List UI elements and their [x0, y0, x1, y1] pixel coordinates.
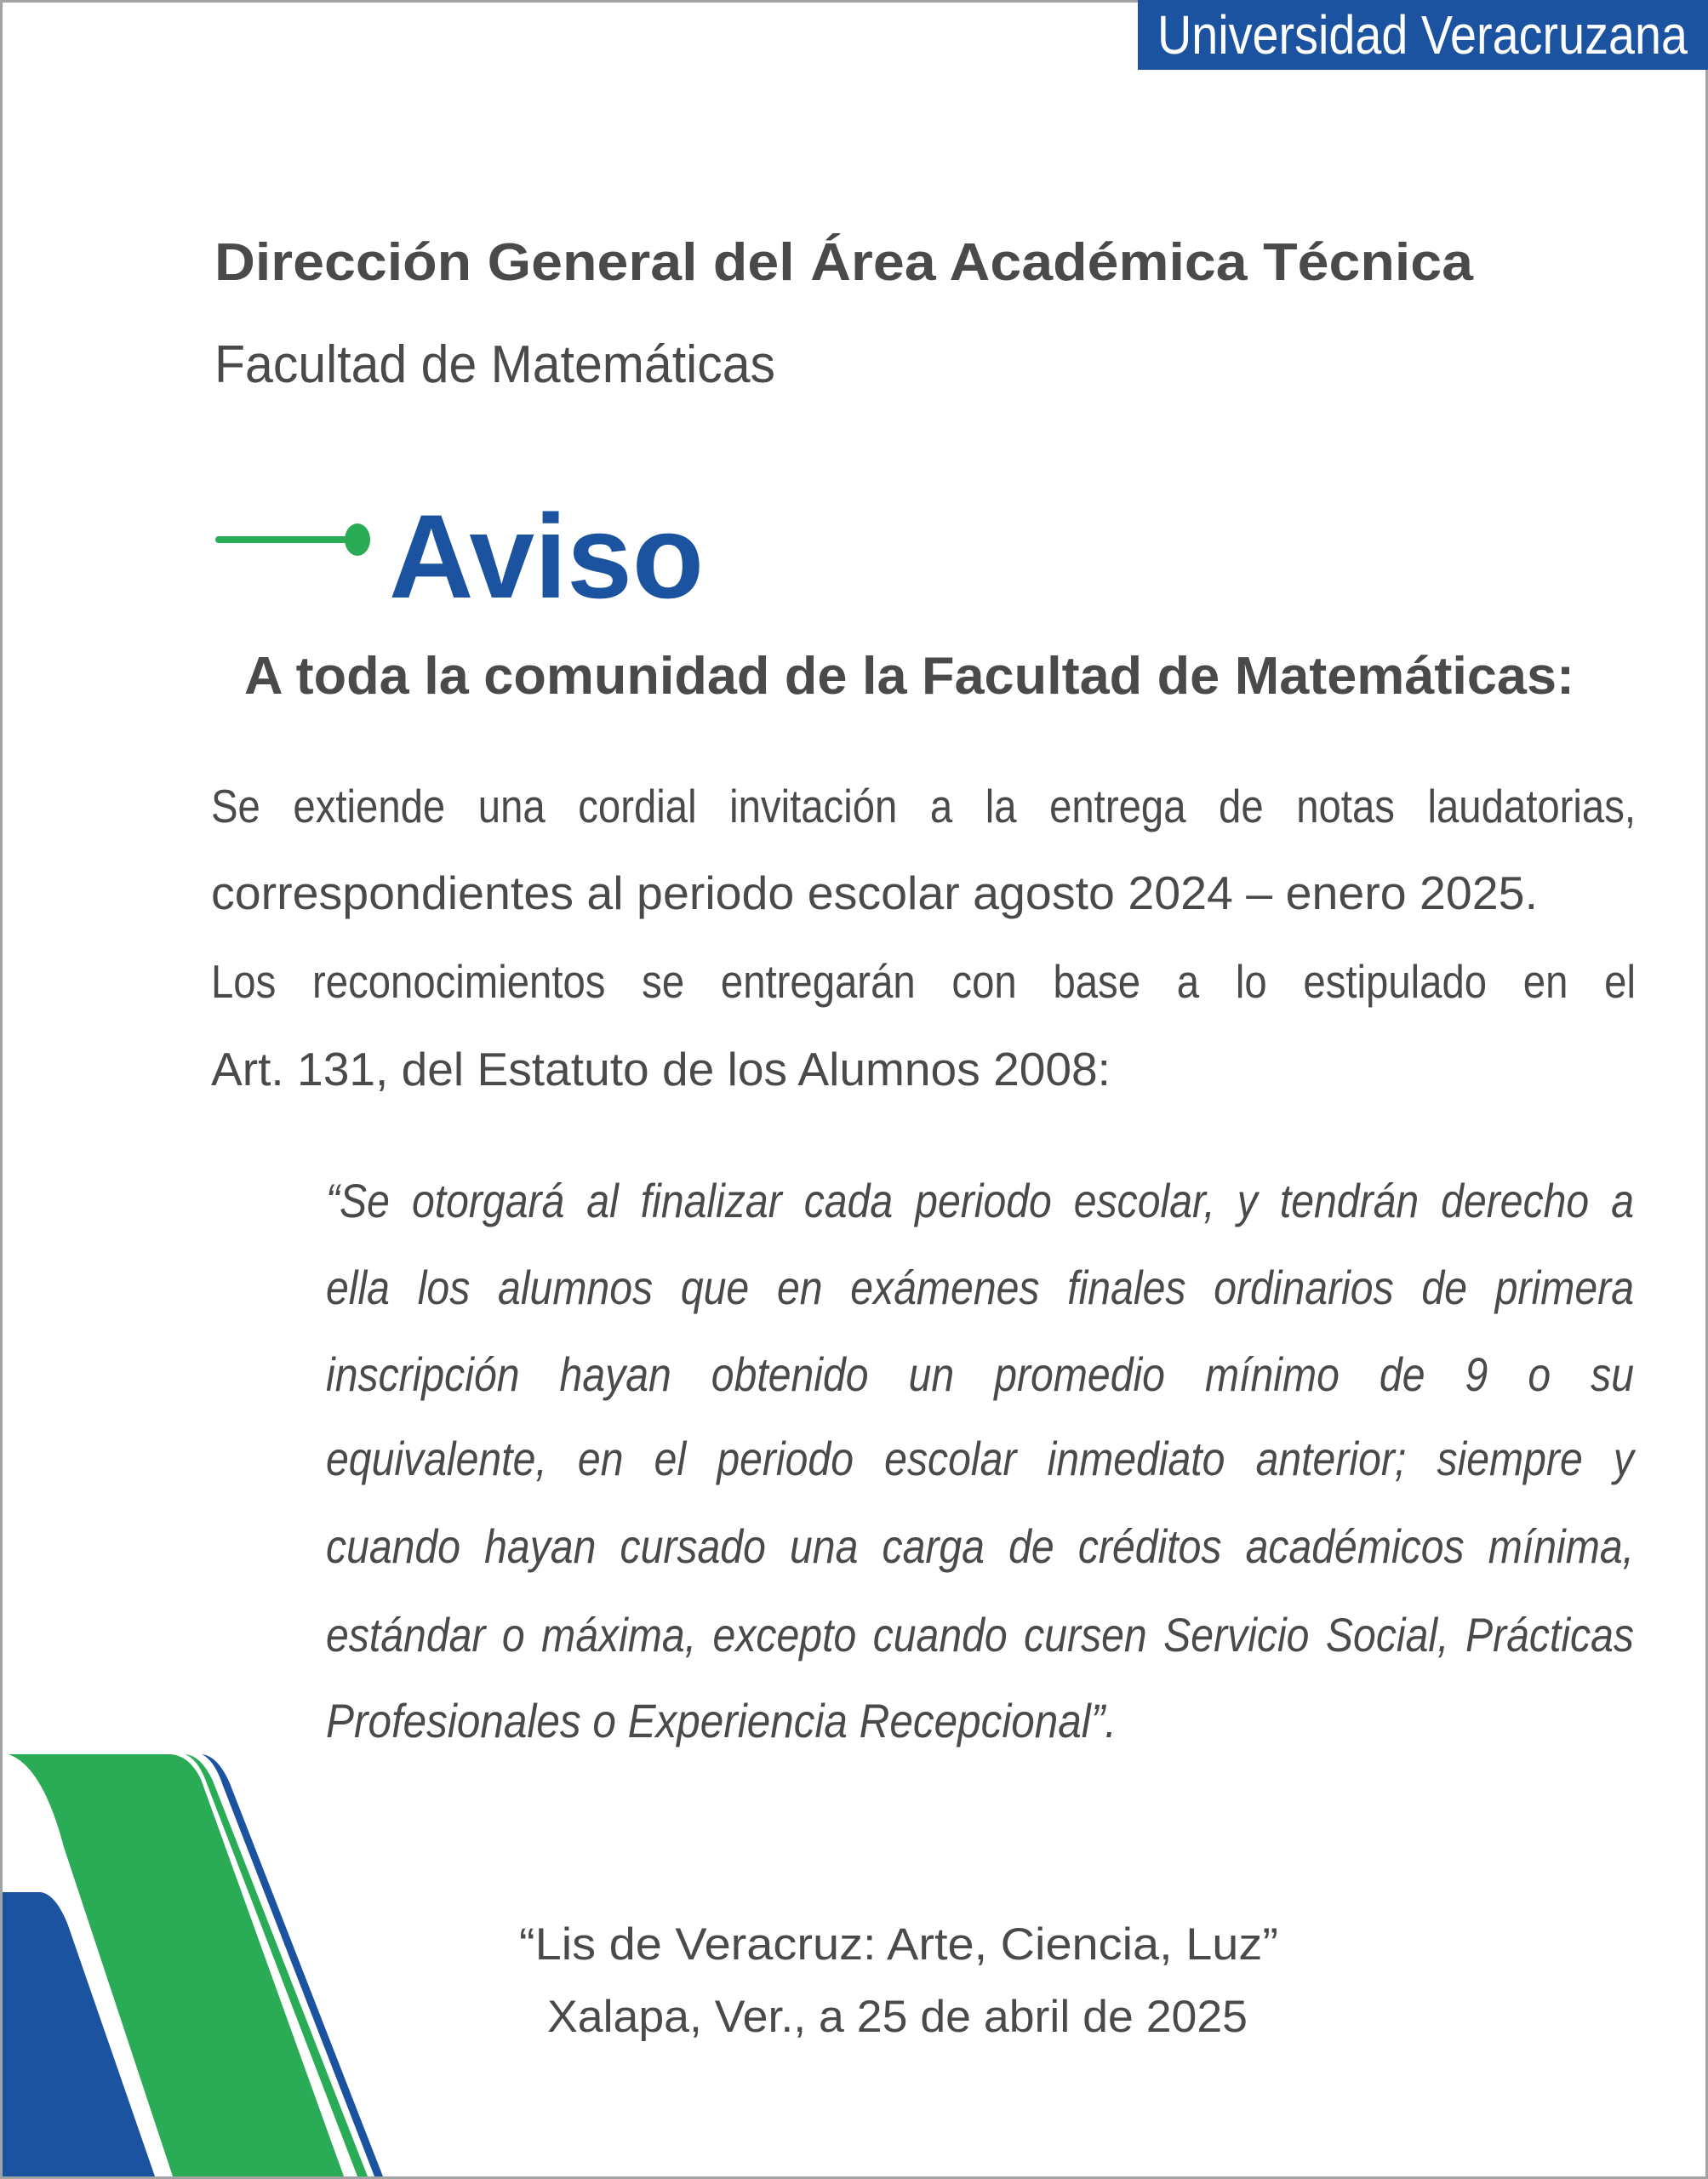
quote-line: estándar o máxima, excepto cuando cursen Servicio Social, Prácticas [326, 1608, 1634, 1661]
body-line: Los reconocimientos se entregarán con base a lo estipulado en el [211, 955, 1636, 1008]
university-name: Universidad Veracruzana [1157, 4, 1688, 66]
body-line: correspondientes al periodo escolar agosto 2024 – enero 2025. [211, 866, 1538, 919]
audience-heading: A toda la comunidad de la Facultad de Matemáticas: [244, 647, 1574, 706]
quote-line: Profesionales o Experiencia Recepcional”. [326, 1694, 1117, 1747]
pin-dot-icon [345, 523, 370, 556]
notice-title: Aviso [389, 489, 704, 623]
quote-line: ella los alumnos que en exámenes finales ordinarios de primera [326, 1261, 1635, 1314]
direction-title: Dirección General del Área Académica Técnica [214, 233, 1473, 292]
university-stripes-graphic [0, 1736, 426, 2179]
faculty-name: Facultad de Matemáticas [214, 335, 775, 394]
place-and-date: Xalapa, Ver., a 25 de abril de 2025 [547, 1992, 1248, 2042]
pin-line-icon [215, 536, 356, 543]
quote-line: cuando hayan cursado una carga de créditos académicos mínima, [326, 1519, 1635, 1573]
university-motto: “Lis de Veracruz: Arte, Ciencia, Luz” [519, 1919, 1278, 1970]
quote-line: “Se otorgará al finalizar cada periodo escolar, y tendrán derecho a [326, 1174, 1635, 1227]
body-line: Art. 131, del Estatuto de los Alumnos 2008: [211, 1043, 1111, 1095]
body-line: Se extiende una cordial invitación a la entrega de notas laudatorias, [211, 780, 1637, 832]
quote-line: equivalente, en el periodo escolar inmediato anterior; siempre y [326, 1432, 1635, 1485]
quote-line: inscripción hayan obtenido un promedio mínimo de 9 o su [326, 1347, 1634, 1401]
